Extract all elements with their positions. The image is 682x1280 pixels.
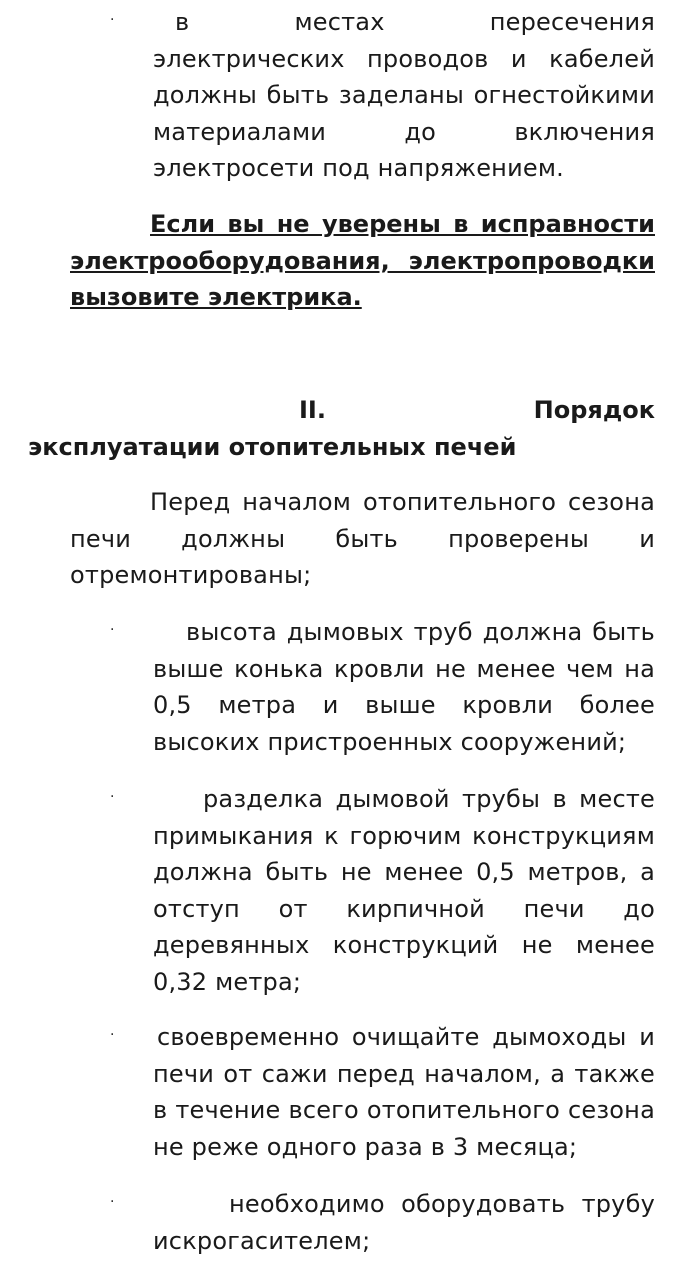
bullet-marker: · <box>110 789 115 805</box>
bullet-marker: · <box>110 622 115 638</box>
list-item-text: необходимо оборудовать трубу искрогасителем; <box>153 1190 655 1255</box>
section-heading: II. Порядок эксплуатации отопительных печей <box>28 396 655 461</box>
bullet-marker: · <box>110 12 115 28</box>
list-item-text: разделка дымовой трубы в месте примыкания к горючим конструкциям должна быть не менее 0,5 метров, а отступ от кирпичной печи до деревянных конструкций не менее 0,32 метра; <box>153 785 655 996</box>
list-item-text: в местах пересечения электрических проводов и кабелей должны быть заделаны огнестойкими материалами до включения электросети под напряжением. <box>153 8 655 182</box>
list-item-text: своевременно очищайте дымоходы и печи от сажи перед началом, а также в течение всего отопительного сезона не реже одного раза в 3 месяца; <box>153 1023 655 1161</box>
list-item-text: высота дымовых труб должна быть выше конька кровли не менее чем на 0,5 метра и выше кровли более высоких пристроенных сооружений; <box>153 618 655 756</box>
bullet-marker: · <box>110 1194 115 1210</box>
intro-paragraph: Перед началом отопительного сезона печи должны быть проверены и отремонтированы; <box>70 488 655 589</box>
warning-text: Если вы не уверены в исправности электрооборудования, электропроводки вызовите электрика. <box>70 210 655 311</box>
bullet-marker: · <box>110 1027 115 1043</box>
